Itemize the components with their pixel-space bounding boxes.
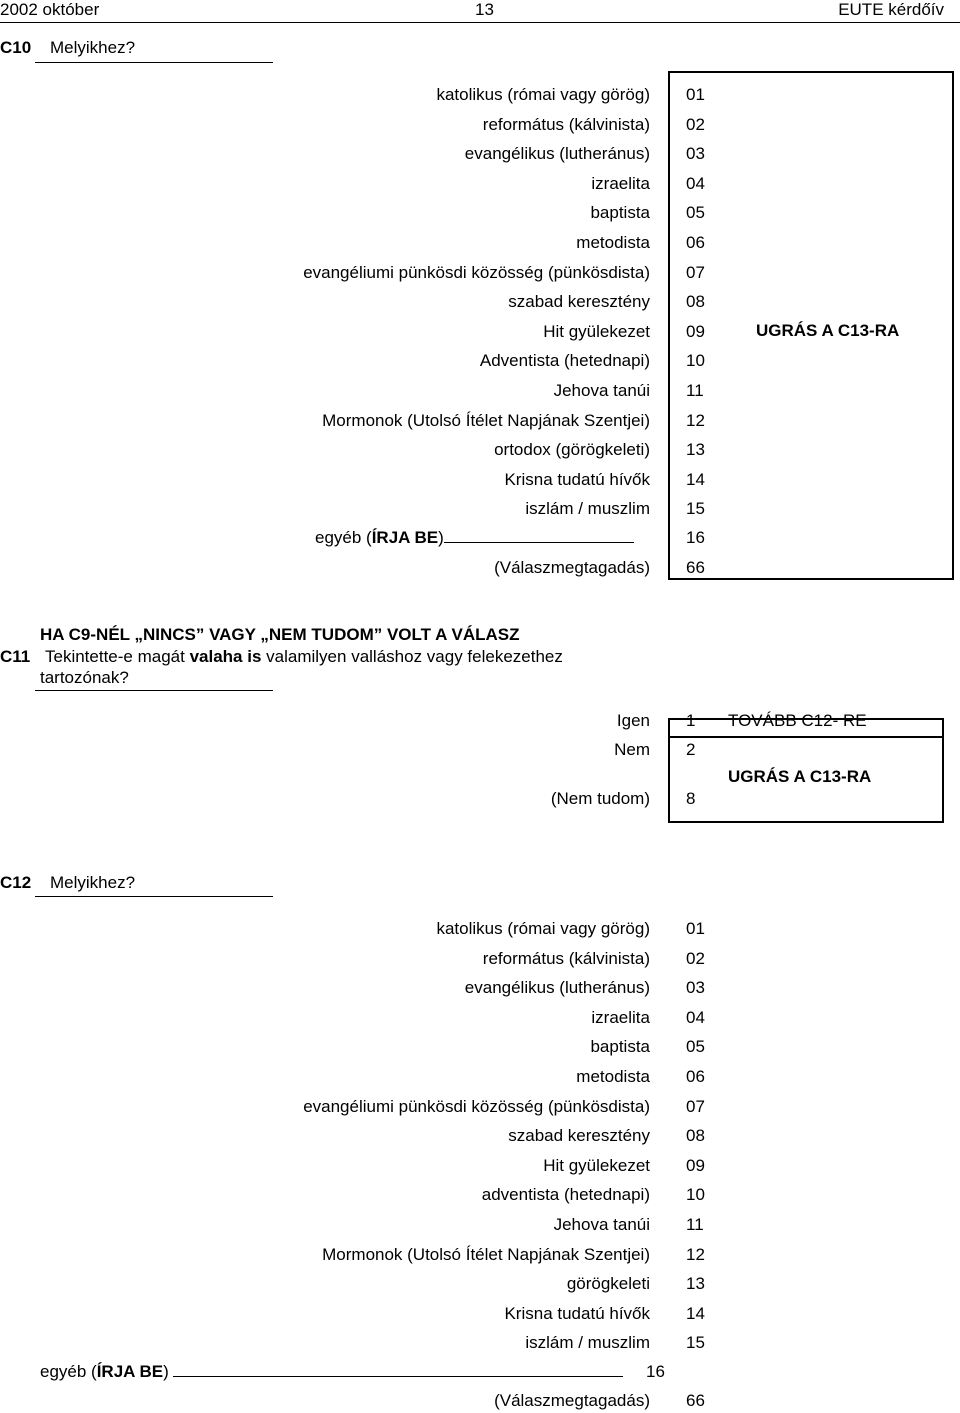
option-refusal-code-c12: 66 (686, 1391, 705, 1410)
option-code-c12[interactable]: 10 (686, 1185, 705, 1205)
option-label-c12: iszlám / muszlim (525, 1333, 650, 1353)
option-label-c12: református (kálvinista) (482, 948, 650, 968)
option-label-c11-dontknow: (Nem tudom) (550, 789, 650, 808)
option-code-c12[interactable]: 12 (686, 1244, 705, 1264)
option-refusal-code-c10: 66 (686, 558, 705, 577)
option-refusal-label-c12: (Válaszmegtagadás) (494, 1391, 650, 1410)
option-code-c12[interactable]: 13 (686, 1274, 705, 1294)
option-code-c12[interactable]: 14 (686, 1303, 705, 1323)
option-code-c12[interactable]: 07 (686, 1096, 705, 1116)
question-text-c12: Melyikhez? (50, 873, 136, 892)
option-label-c10: Krisna tudatú hívők (504, 469, 650, 489)
option-code-c12[interactable]: 09 (686, 1155, 705, 1175)
option-label-c12: Jehova tanúi (553, 1215, 650, 1234)
option-code-c10[interactable]: 06 (686, 233, 705, 252)
question-id-c10: C10 (0, 38, 32, 57)
option-label-c12: evangéliumi pünkösdi közösség (pünkösdista) (303, 1096, 650, 1116)
option-code-c10[interactable]: 02 (686, 114, 705, 134)
row-divider-c11 (670, 736, 942, 738)
skip-instruction-c11: UGRÁS A C13-RA (728, 767, 872, 786)
option-other-label-c10: egyéb (ÍRJA BE) (315, 528, 634, 548)
option-label-c12: evangélikus (lutheránus) (464, 978, 650, 998)
option-code-c10[interactable]: 01 (686, 85, 705, 104)
option-label-c12: adventista (hetednapi) (481, 1185, 650, 1205)
option-label-c11-yes: Igen (616, 711, 650, 730)
option-label-c12: izraelita (591, 1007, 650, 1027)
question-underline-c10 (35, 62, 273, 63)
option-code-c12[interactable]: 15 (686, 1333, 705, 1353)
option-refusal-label-c10: (Válaszmegtagadás) (494, 558, 650, 577)
write-in-line-c12[interactable] (173, 1362, 623, 1377)
option-label-c10: református (kálvinista) (482, 114, 650, 134)
option-label-c10: izraelita (591, 173, 650, 193)
question-id-c12: C12 (0, 873, 32, 892)
write-in-line-c10[interactable] (444, 528, 634, 543)
option-code-c10[interactable]: 09 (686, 321, 705, 341)
option-label-c10: Mormonok (Utolsó Ítélet Napjának Szentjei) (322, 410, 650, 430)
option-code-c12[interactable]: 05 (686, 1037, 705, 1057)
option-label-c10: evangéliumi pünkösdi közösség (pünkösdista) (303, 262, 650, 282)
option-label-c10: Hit gyülekezet (543, 321, 650, 341)
option-code-c12[interactable]: 08 (686, 1126, 705, 1146)
option-label-c10: baptista (590, 203, 650, 223)
option-other-code-c10: 16 (686, 528, 705, 547)
question-text-c11: Tekintette-e magát valaha is valamilyen valláshoz vagy felekezethez (45, 647, 563, 666)
question-underline-c11 (35, 690, 273, 691)
option-label-c10: Adventista (hetednapi) (479, 351, 650, 371)
option-code-c10[interactable]: 03 (686, 144, 705, 164)
option-label-c10: iszlám / muszlim (525, 499, 650, 519)
filter-instruction: HA C9-NÉL „NINCS” VAGY „NEM TUDOM” VOLT A VÁLASZ (40, 625, 520, 644)
option-code-c11-yes: 1 (686, 711, 696, 730)
option-code-c10[interactable]: 15 (686, 499, 705, 519)
route-instruction-c11: TOVÁBB C12- RE (728, 711, 867, 730)
option-other-code-c12: 16 (646, 1362, 665, 1381)
option-label-c11-no: Nem (614, 740, 650, 759)
question-text-c10: Melyikhez? (50, 38, 136, 57)
option-label-c12: Krisna tudatú hívők (504, 1303, 650, 1323)
option-label-c12: szabad keresztény (508, 1126, 650, 1146)
header-survey-name: EUTE kérdőív (838, 0, 944, 19)
option-code-c12[interactable]: 02 (686, 948, 705, 968)
question-id-c11: C11 (0, 647, 31, 666)
option-label-c12: baptista (590, 1037, 650, 1057)
option-code-c10[interactable]: 05 (686, 203, 705, 223)
option-code-c10[interactable]: 13 (686, 440, 705, 460)
option-label-c12: Hit gyülekezet (543, 1155, 650, 1175)
option-code-c10[interactable]: 04 (686, 173, 705, 193)
option-code-c10[interactable]: 14 (686, 469, 705, 489)
option-code-c12[interactable]: 01 (686, 919, 705, 938)
option-code-c10[interactable]: 12 (686, 410, 705, 430)
option-code-c10[interactable]: 07 (686, 262, 705, 282)
option-label-c12: metodista (576, 1067, 650, 1086)
option-code-c10[interactable]: 10 (686, 351, 705, 371)
option-label-c12: Mormonok (Utolsó Ítélet Napjának Szentjei) (322, 1244, 650, 1264)
option-label-c10: Jehova tanúi (553, 381, 650, 400)
question-text-c11-line2: tartozónak? (40, 668, 129, 687)
option-label-c10: katolikus (római vagy görög) (436, 85, 650, 104)
option-code-c11-no: 2 (686, 740, 696, 759)
option-code-c10[interactable]: 08 (686, 292, 705, 312)
option-code-c12[interactable]: 03 (686, 978, 705, 998)
option-label-c12: görögkeleti (566, 1274, 650, 1294)
header-date: 2002 október (0, 0, 100, 19)
option-code-c12[interactable]: 04 (686, 1007, 705, 1027)
option-label-c10: metodista (576, 233, 650, 252)
skip-instruction-c10: UGRÁS A C13-RA (756, 321, 900, 340)
option-code-c12[interactable]: 06 (686, 1067, 705, 1086)
option-label-c12: katolikus (római vagy görög) (436, 919, 650, 938)
header-page-number: 13 (475, 0, 494, 19)
option-label-c10: evangélikus (lutheránus) (464, 144, 650, 164)
option-code-c11-dontknow: 8 (686, 789, 696, 808)
option-other-label-c12: egyéb (ÍRJA BE) (40, 1362, 623, 1382)
question-underline-c12 (35, 896, 273, 897)
option-code-c10[interactable]: 11 (686, 381, 704, 400)
option-label-c10: szabad keresztény (508, 292, 650, 312)
option-label-c10: ortodox (görögkeleti) (494, 440, 650, 460)
option-code-c12[interactable]: 11 (686, 1215, 704, 1234)
